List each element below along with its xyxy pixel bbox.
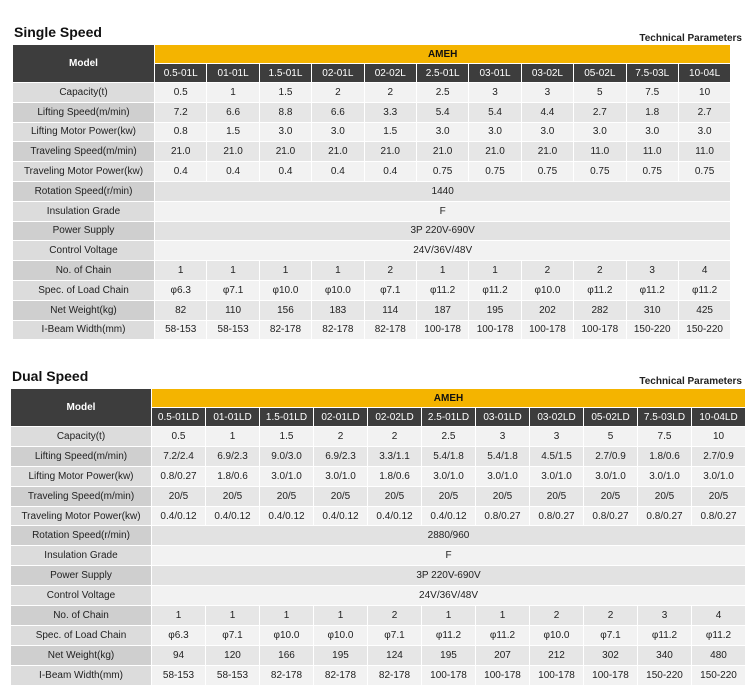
table-cell: 82-178 (260, 665, 314, 685)
table-cell: φ10.0 (521, 280, 573, 300)
table-row (13, 181, 731, 201)
table-cell: 0.75 (416, 162, 468, 182)
table-cell: 2 (521, 261, 573, 281)
table-cell: 94 (152, 645, 206, 665)
table-cell: 2.7/0.9 (584, 446, 638, 466)
table-cell: 5.4 (416, 102, 468, 122)
table-cell-merged: 2880/960 (152, 526, 746, 546)
table-cell: 3.0 (626, 122, 678, 142)
table-cell: 1.8 (626, 102, 678, 122)
table-row (13, 241, 731, 261)
row-label: Control Voltage (11, 586, 152, 606)
table-cell: 0.4/0.12 (206, 506, 260, 526)
table-cell: 3.0 (521, 122, 573, 142)
table-cell: 6.6 (312, 102, 364, 122)
model-code-header: 03-02L (521, 64, 573, 83)
table-cell: 1.8/0.6 (206, 466, 260, 486)
table-cell: 1 (259, 261, 311, 281)
table-cell: 6.6 (207, 102, 259, 122)
table-cell: 20/5 (638, 486, 692, 506)
model-code-header: 7.5-03LD (638, 408, 692, 427)
row-label: Lifting Speed(m/min) (13, 102, 155, 122)
table-row (11, 566, 746, 586)
row-label: Traveling Speed(m/min) (11, 486, 152, 506)
table-cell: 100-178 (422, 665, 476, 685)
table-cell: 82-178 (314, 665, 368, 685)
table-cell: 2.7/0.9 (692, 446, 746, 466)
table-cell: 3 (521, 83, 573, 103)
table-cell: 11.0 (626, 142, 678, 162)
table-cell: 310 (626, 300, 678, 320)
table-cell: 21.0 (312, 142, 364, 162)
table-cell: φ11.2 (476, 625, 530, 645)
row-label: No. of Chain (13, 261, 155, 281)
model-code-header: 03-02LD (530, 408, 584, 427)
table-cell: 2 (364, 261, 416, 281)
table-cell: 3 (530, 427, 584, 447)
model-code-header: 10-04L (678, 64, 730, 83)
model-code-header: 03-01L (469, 64, 521, 83)
table-row (13, 102, 731, 122)
table-cell: 1 (155, 261, 207, 281)
table-cell: 207 (476, 645, 530, 665)
model-code-header: 1.5-01LD (260, 408, 314, 427)
table-cell: 10 (678, 83, 730, 103)
table-row (13, 280, 731, 300)
row-label: Spec. of Load Chain (11, 625, 152, 645)
table-cell: 3.0/1.0 (476, 466, 530, 486)
table-cell: 0.8 (155, 122, 207, 142)
table-cell: 5.4 (469, 102, 521, 122)
table-cell: 1.8/0.6 (638, 446, 692, 466)
section-title: Single Speed (14, 24, 102, 40)
table-cell: 2 (312, 83, 364, 103)
table-cell: 21.0 (207, 142, 259, 162)
table-cell: 166 (260, 645, 314, 665)
table-row (11, 645, 746, 665)
table-cell: 1 (207, 83, 259, 103)
table-cell: 2 (368, 427, 422, 447)
table-row (11, 586, 746, 606)
table-cell: 7.5 (626, 83, 678, 103)
model-code-header: 10-04LD (692, 408, 746, 427)
table-cell: 0.8/0.27 (638, 506, 692, 526)
table-row (13, 261, 731, 281)
table-cell: 3.0/1.0 (584, 466, 638, 486)
table-cell: 20/5 (530, 486, 584, 506)
spec-table (10, 388, 746, 686)
table-cell-merged: F (155, 201, 731, 221)
table-cell: 1.5 (207, 122, 259, 142)
table-cell: φ11.2 (469, 280, 521, 300)
table-row (13, 320, 731, 340)
table-row (13, 83, 731, 103)
table-cell: 20/5 (422, 486, 476, 506)
table-cell: 480 (692, 645, 746, 665)
table-cell: 0.5 (152, 427, 206, 447)
table-row (11, 427, 746, 447)
table-cell: φ11.2 (574, 280, 626, 300)
table-cell: 3.0/1.0 (314, 466, 368, 486)
table-cell: 20/5 (584, 486, 638, 506)
table-cell: 82-178 (364, 320, 416, 340)
table-cell: 1 (206, 427, 260, 447)
table-cell: 4.5/1.5 (530, 446, 584, 466)
row-label: Lifting Motor Power(kw) (13, 122, 155, 142)
table-cell: 3.0 (259, 122, 311, 142)
technical-parameters-label: Technical Parameters (639, 376, 742, 387)
table-cell: 58-153 (207, 320, 259, 340)
table-cell: φ6.3 (152, 625, 206, 645)
model-code-header: 05-02L (574, 64, 626, 83)
row-label: Rotation Speed(r/min) (11, 526, 152, 546)
row-label: Spec. of Load Chain (13, 280, 155, 300)
table-cell: 425 (678, 300, 730, 320)
model-header: Model (11, 389, 152, 427)
table-cell: 0.4/0.12 (422, 506, 476, 526)
table-cell: φ10.0 (312, 280, 364, 300)
table-cell: 1 (260, 606, 314, 626)
table-cell: 114 (364, 300, 416, 320)
table-row (11, 606, 746, 626)
table-cell: φ7.1 (206, 625, 260, 645)
table-cell: 20/5 (260, 486, 314, 506)
model-code-header: 02-02L (364, 64, 416, 83)
table-cell: 2 (574, 261, 626, 281)
table-cell: 1 (416, 261, 468, 281)
table-cell: 1 (422, 606, 476, 626)
table-cell: 1 (206, 606, 260, 626)
table-cell: 6.9/2.3 (206, 446, 260, 466)
table-cell: 0.75 (626, 162, 678, 182)
table-cell: 124 (368, 645, 422, 665)
model-code-header: 0.5-01LD (152, 408, 206, 427)
table-cell: 100-178 (574, 320, 626, 340)
table-cell: φ11.2 (638, 625, 692, 645)
table-row (11, 506, 746, 526)
table-cell: 156 (259, 300, 311, 320)
table-cell: 21.0 (155, 142, 207, 162)
model-code-header: 01-01LD (206, 408, 260, 427)
table-cell: 195 (314, 645, 368, 665)
table-row (13, 300, 731, 320)
row-label: Net Weight(kg) (11, 645, 152, 665)
table-row (11, 526, 746, 546)
table-cell: 3 (638, 606, 692, 626)
table-cell: φ7.1 (584, 625, 638, 645)
row-label: Control Voltage (13, 241, 155, 261)
table-cell: 1 (312, 261, 364, 281)
table-cell: 0.5 (155, 83, 207, 103)
table-cell: φ11.2 (692, 625, 746, 645)
table-row (11, 486, 746, 506)
table-cell: 3.0 (469, 122, 521, 142)
table-cell: 8.8 (259, 102, 311, 122)
row-label: I-Beam Width(mm) (13, 320, 155, 340)
table-cell: 1 (469, 261, 521, 281)
table-cell: 100-178 (416, 320, 468, 340)
table-cell: 3.0/1.0 (422, 466, 476, 486)
table-cell: 100-178 (584, 665, 638, 685)
table-cell: 2.7 (678, 102, 730, 122)
table-row (11, 665, 746, 685)
table-cell: 0.8/0.27 (692, 506, 746, 526)
table-row (13, 221, 731, 241)
table-row (11, 446, 746, 466)
table-cell-merged: 3P 220V-690V (152, 566, 746, 586)
table-cell-merged: F (152, 546, 746, 566)
table-cell: 212 (530, 645, 584, 665)
model-code-header: 0.5-01L (155, 64, 207, 83)
table-cell: 0.4 (207, 162, 259, 182)
model-code-header: 1.5-01L (259, 64, 311, 83)
table-cell: 5 (574, 83, 626, 103)
table-cell: φ10.0 (259, 280, 311, 300)
table-cell: 3 (626, 261, 678, 281)
section-title: Dual Speed (12, 368, 89, 384)
table-cell: 5.4/1.8 (422, 446, 476, 466)
row-label: Traveling Motor Power(kw) (11, 506, 152, 526)
table-cell: φ11.2 (416, 280, 468, 300)
table-cell: 0.4 (364, 162, 416, 182)
table-cell: 100-178 (476, 665, 530, 685)
table-cell: 0.4 (259, 162, 311, 182)
table-cell: 3 (476, 427, 530, 447)
table-cell: 3.0 (678, 122, 730, 142)
table-cell: 1 (476, 606, 530, 626)
table-row (13, 201, 731, 221)
table-cell-merged: 1440 (155, 181, 731, 201)
table-cell-merged: 24V/36V/48V (155, 241, 731, 261)
table-cell: 3.0/1.0 (530, 466, 584, 486)
table-cell: 4 (692, 606, 746, 626)
row-label: Lifting Motor Power(kw) (11, 466, 152, 486)
table-cell: 100-178 (521, 320, 573, 340)
table-cell: 11.0 (678, 142, 730, 162)
row-label: Insulation Grade (13, 201, 155, 221)
table-cell: 0.4 (312, 162, 364, 182)
table-cell: 21.0 (521, 142, 573, 162)
row-label: Lifting Speed(m/min) (11, 446, 152, 466)
table-cell: 11.0 (574, 142, 626, 162)
table-cell: 7.2 (155, 102, 207, 122)
row-label: Capacity(t) (11, 427, 152, 447)
table-cell: 4.4 (521, 102, 573, 122)
table-cell: 2 (368, 606, 422, 626)
table-cell: 0.8/0.27 (152, 466, 206, 486)
table-cell: 20/5 (314, 486, 368, 506)
table-cell: 2 (530, 606, 584, 626)
table-cell: 340 (638, 645, 692, 665)
table-cell: φ7.1 (368, 625, 422, 645)
table-cell: 2 (314, 427, 368, 447)
row-label: Insulation Grade (11, 546, 152, 566)
table-cell: 82-178 (259, 320, 311, 340)
brand-header: AMEH (155, 45, 731, 64)
table-cell: 2.5 (416, 83, 468, 103)
table-cell: φ11.2 (422, 625, 476, 645)
table-row (11, 546, 746, 566)
table-cell: 3.3 (364, 102, 416, 122)
model-header: Model (13, 45, 155, 83)
row-label: I-Beam Width(mm) (11, 665, 152, 685)
row-label: Net Weight(kg) (13, 300, 155, 320)
table-cell: 2.5 (422, 427, 476, 447)
table-cell: 3.0/1.0 (638, 466, 692, 486)
table-cell: 195 (422, 645, 476, 665)
model-code-header: 05-02LD (584, 408, 638, 427)
table-cell: 2 (584, 606, 638, 626)
row-label: Rotation Speed(r/min) (13, 181, 155, 201)
table-cell: 3.0 (312, 122, 364, 142)
table-cell: 150-220 (638, 665, 692, 685)
table-cell: 9.0/3.0 (260, 446, 314, 466)
table-cell: 3.3/1.1 (368, 446, 422, 466)
table-cell: 282 (574, 300, 626, 320)
technical-parameters-label: Technical Parameters (639, 33, 742, 44)
table-cell: 7.5 (638, 427, 692, 447)
table-cell: 0.75 (521, 162, 573, 182)
row-label: Traveling Speed(m/min) (13, 142, 155, 162)
brand-header: AMEH (152, 389, 746, 408)
model-code-header: 2.5-01L (416, 64, 468, 83)
table-cell: 195 (469, 300, 521, 320)
table-cell: 1 (314, 606, 368, 626)
table-cell: 120 (206, 645, 260, 665)
table-cell: 20/5 (476, 486, 530, 506)
table-cell: 20/5 (152, 486, 206, 506)
table-cell: 2.7 (574, 102, 626, 122)
model-code-header: 7.5-03L (626, 64, 678, 83)
table-cell: 100-178 (469, 320, 521, 340)
table-cell: 7.2/2.4 (152, 446, 206, 466)
table-cell: φ11.2 (626, 280, 678, 300)
table-cell: 100-178 (530, 665, 584, 685)
table-cell: 0.4/0.12 (260, 506, 314, 526)
table-cell: φ7.1 (207, 280, 259, 300)
model-code-header: 02-01LD (314, 408, 368, 427)
table-cell: 58-153 (152, 665, 206, 685)
table-cell: 110 (207, 300, 259, 320)
table-row (11, 466, 746, 486)
table-cell: 5 (584, 427, 638, 447)
table-row (13, 122, 731, 142)
table-cell: 2 (364, 83, 416, 103)
table-row (11, 625, 746, 645)
table-cell: 0.75 (574, 162, 626, 182)
table-cell: 10 (692, 427, 746, 447)
row-label: Traveling Motor Power(kw) (13, 162, 155, 182)
table-cell-merged: 24V/36V/48V (152, 586, 746, 606)
table-cell: 1 (152, 606, 206, 626)
table-cell: 82-178 (312, 320, 364, 340)
model-code-header: 02-02LD (368, 408, 422, 427)
table-cell: 4 (678, 261, 730, 281)
table-cell: 0.4/0.12 (314, 506, 368, 526)
table-cell: 20/5 (206, 486, 260, 506)
table-cell: 20/5 (692, 486, 746, 506)
table-cell: 3.0 (574, 122, 626, 142)
row-label: Power Supply (13, 221, 155, 241)
table-cell: 6.9/2.3 (314, 446, 368, 466)
table-cell: 58-153 (155, 320, 207, 340)
table-cell: φ10.0 (260, 625, 314, 645)
table-cell: 150-220 (678, 320, 730, 340)
table-cell: 1.5 (259, 83, 311, 103)
table-row (13, 162, 731, 182)
table-cell: 20/5 (368, 486, 422, 506)
table-cell: 5.4/1.8 (476, 446, 530, 466)
table-cell: 1.5 (260, 427, 314, 447)
table-cell: 82-178 (368, 665, 422, 685)
table-cell: 21.0 (469, 142, 521, 162)
table-cell-merged: 3P 220V-690V (155, 221, 731, 241)
model-code-header: 02-01L (312, 64, 364, 83)
table-cell: 150-220 (626, 320, 678, 340)
table-cell: 3.0/1.0 (260, 466, 314, 486)
table-cell: 0.8/0.27 (476, 506, 530, 526)
table-cell: 82 (155, 300, 207, 320)
table-cell: 3 (469, 83, 521, 103)
table-cell: 1.8/0.6 (368, 466, 422, 486)
table-cell: φ6.3 (155, 280, 207, 300)
table-cell: 21.0 (364, 142, 416, 162)
table-cell: 21.0 (416, 142, 468, 162)
row-label: No. of Chain (11, 606, 152, 626)
table-cell: 3.0/1.0 (692, 466, 746, 486)
table-cell: 3.0 (416, 122, 468, 142)
table-cell: 1 (207, 261, 259, 281)
table-cell: 0.4/0.12 (152, 506, 206, 526)
table-cell: 0.4/0.12 (368, 506, 422, 526)
table-cell: 0.4 (155, 162, 207, 182)
table-cell: 21.0 (259, 142, 311, 162)
spec-table (12, 44, 731, 340)
row-label: Power Supply (11, 566, 152, 586)
table-cell: φ7.1 (364, 280, 416, 300)
table-cell: 202 (521, 300, 573, 320)
table-cell: 183 (312, 300, 364, 320)
table-cell: 150-220 (692, 665, 746, 685)
model-code-header: 2.5-01LD (422, 408, 476, 427)
table-cell: 1.5 (364, 122, 416, 142)
table-cell: 58-153 (206, 665, 260, 685)
table-cell: 187 (416, 300, 468, 320)
row-label: Capacity(t) (13, 83, 155, 103)
table-cell: 0.8/0.27 (530, 506, 584, 526)
table-row (13, 142, 731, 162)
table-cell: 0.75 (678, 162, 730, 182)
table-cell: φ10.0 (314, 625, 368, 645)
model-code-header: 03-01LD (476, 408, 530, 427)
table-cell: 0.8/0.27 (584, 506, 638, 526)
table-cell: 302 (584, 645, 638, 665)
table-cell: φ10.0 (530, 625, 584, 645)
table-cell: 0.75 (469, 162, 521, 182)
table-cell: φ11.2 (678, 280, 730, 300)
model-code-header: 01-01L (207, 64, 259, 83)
